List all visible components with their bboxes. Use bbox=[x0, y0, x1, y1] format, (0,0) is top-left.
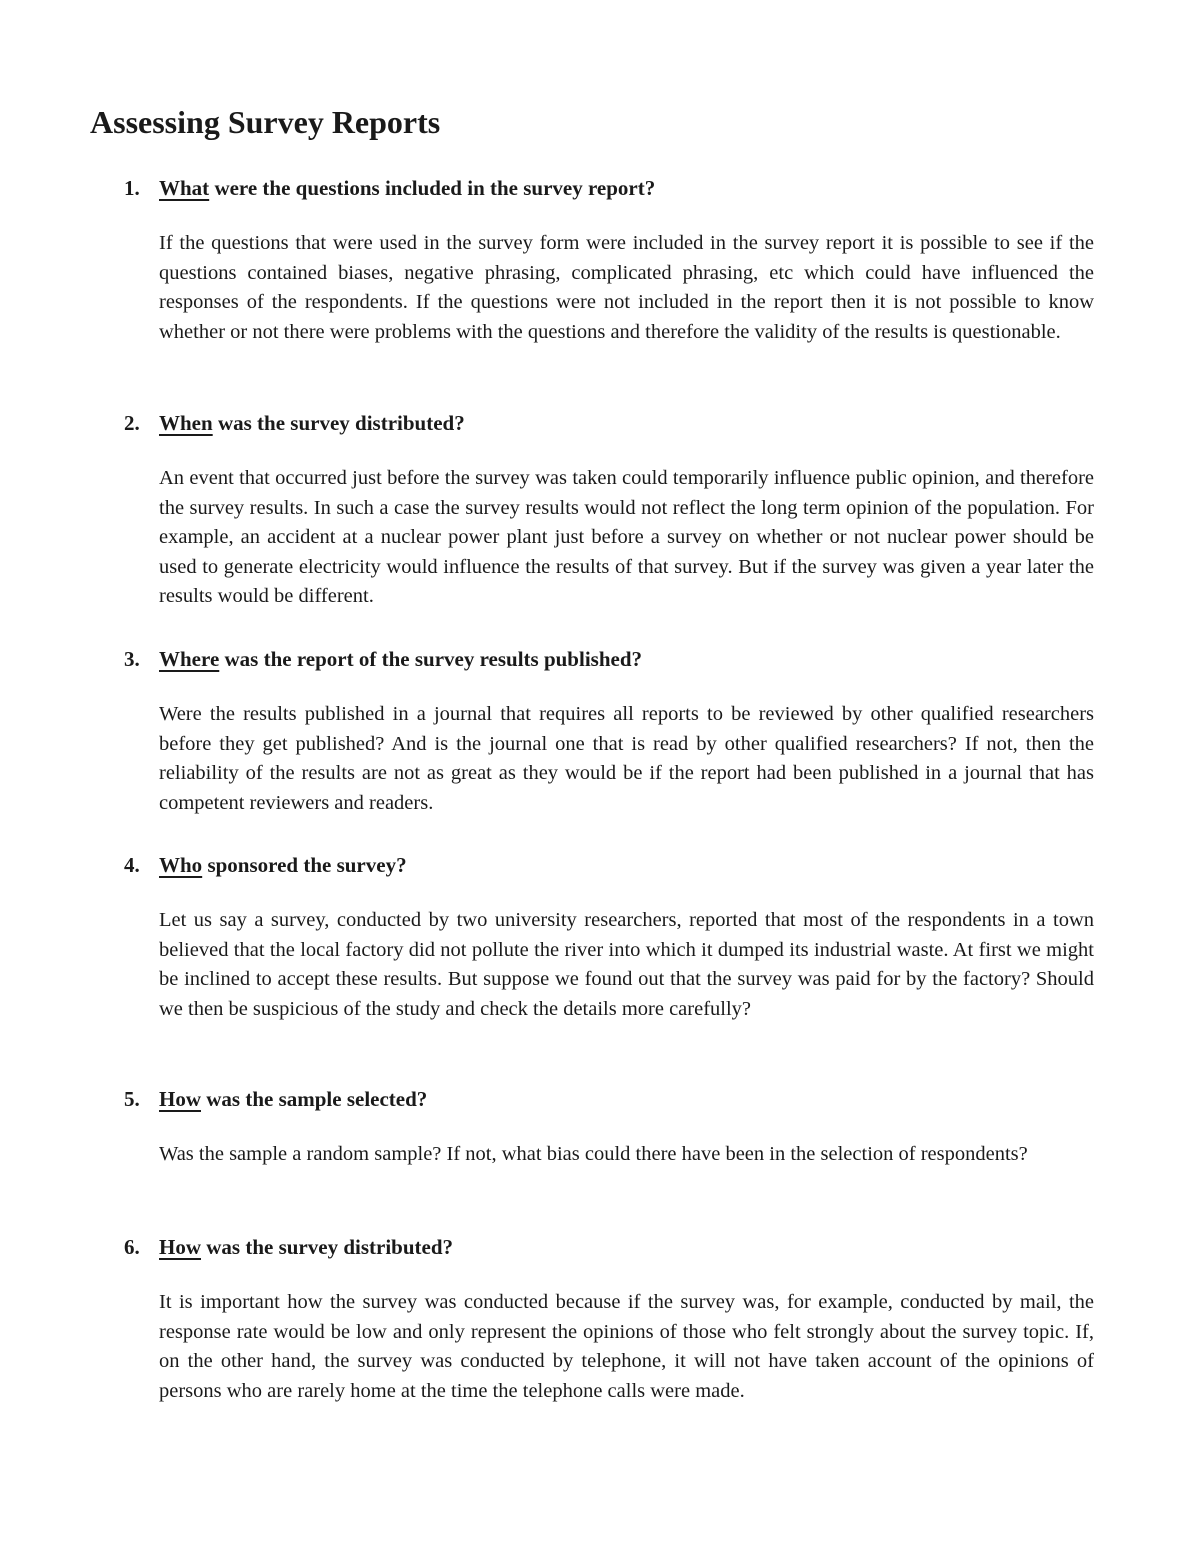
question-heading bbox=[124, 406, 1094, 440]
question-text bbox=[159, 848, 407, 882]
question-keyword: When bbox=[159, 411, 213, 435]
question-item-2 bbox=[124, 406, 1094, 612]
question-item-3 bbox=[124, 642, 1094, 818]
question-number: 6. bbox=[124, 1235, 140, 1259]
answer-paragraph: It is important how the survey was conducted because if the survey was, for example, conducted by mail, the response rate would be low and only represent the opinions of those who felt strongly about the survey topic. If, on the other hand, the survey was conducted by telephone, it will not have taken account of the opinions of persons who are rarely home at the time the telephone calls were made. bbox=[159, 1291, 1094, 1402]
answer-paragraph: Was the sample a random sample? If not, what bias could there have been in the selection of respondents? bbox=[159, 1143, 1028, 1165]
answer-paragraph: Let us say a survey, conducted by two university researchers, reported that most of the respondents in a town believed that the local factory did not pollute the river into which it dumped its industrial waste. At first we might be inclined to accept these results. But suppose we found out that the survey was paid for by the factory? Should we then be suspicious of the study and check the details more carefully? bbox=[159, 909, 1094, 1020]
answer-paragraph: An event that occurred just before the survey was taken could temporarily influence public opinion, and therefore the survey results. In such a case the survey results would not reflect the long term opinion of the population. For example, an accident at a nuclear power plant just before a survey on whether or not nuclear power should be used to generate electricity would influence the results of that survey. But if the survey was given a year later the results would be different. bbox=[159, 467, 1094, 607]
question-number: 2. bbox=[124, 411, 140, 435]
question-number: 3. bbox=[124, 647, 140, 671]
question-heading bbox=[124, 848, 1094, 882]
answer-paragraph: Were the results published in a journal that requires all reports to be reviewed by other qualified researchers before they get published? And is the journal one that is read by other qualified researchers? If not, then the reliability of the results are not as great as they would be if the report had been published in a journal that has competent reviewers and readers. bbox=[159, 703, 1094, 814]
question-rest: was the survey distributed? bbox=[217, 411, 465, 435]
question-rest: was the sample selected? bbox=[206, 1087, 428, 1111]
question-rest: was the report of the survey results published? bbox=[224, 647, 643, 671]
question-number: 4. bbox=[124, 853, 140, 877]
question-item-4 bbox=[124, 848, 1094, 1024]
question-text bbox=[159, 171, 655, 205]
question-text bbox=[159, 406, 465, 440]
question-text bbox=[159, 642, 642, 676]
question-keyword: How bbox=[159, 1235, 201, 1259]
answer-paragraph: If the questions that were used in the survey form were included in the survey report it is possible to see if the questions contained biases, negative phrasing, complicated phrasing, etc which could have influenced the responses of the respondents. If the questions were not included in the report then it is not possible to know whether or not there were problems with the questions and therefore the validity of the results is questionable. bbox=[159, 232, 1094, 343]
question-rest: were the questions included in the survey report? bbox=[214, 176, 656, 200]
document-title: Assessing Survey Reports bbox=[90, 104, 441, 140]
question-rest: was the survey distributed? bbox=[206, 1235, 454, 1259]
question-text bbox=[159, 1082, 427, 1116]
question-heading bbox=[124, 642, 1094, 676]
question-keyword: Who bbox=[159, 853, 203, 877]
question-number: 5. bbox=[124, 1087, 140, 1111]
question-rest: sponsored the survey? bbox=[207, 853, 407, 877]
question-heading bbox=[124, 1230, 1094, 1264]
question-item-5 bbox=[124, 1082, 1094, 1170]
question-heading bbox=[124, 171, 1094, 205]
question-keyword: How bbox=[159, 1087, 201, 1111]
question-keyword: Where bbox=[159, 647, 220, 671]
question-text bbox=[159, 1230, 453, 1264]
question-heading bbox=[124, 1082, 1094, 1116]
question-keyword: What bbox=[159, 176, 210, 200]
question-number: 1. bbox=[124, 176, 140, 200]
question-item-6 bbox=[124, 1230, 1094, 1406]
question-item-1 bbox=[124, 171, 1094, 347]
